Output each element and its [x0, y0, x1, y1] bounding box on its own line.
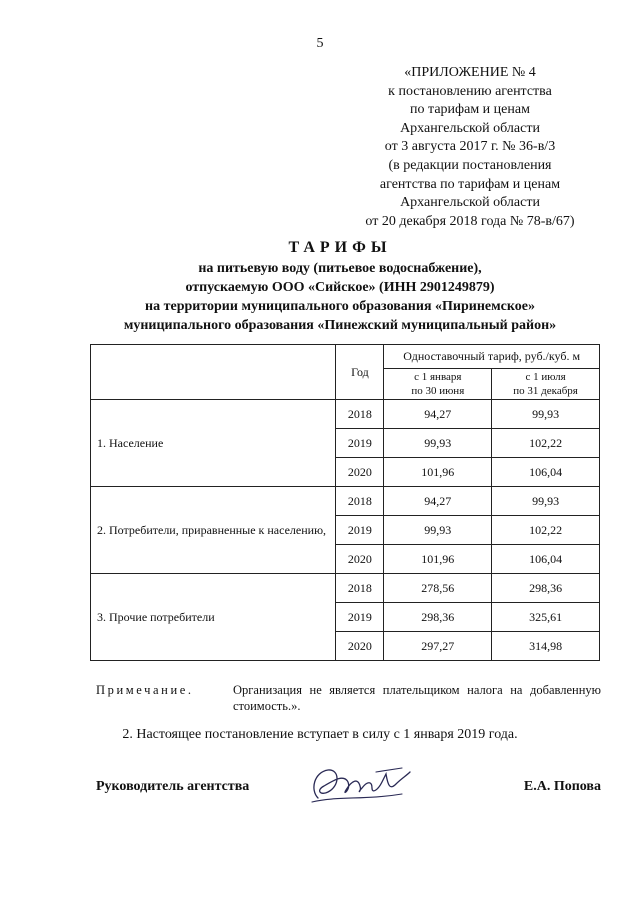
header-period-2: [492, 369, 600, 400]
appendix-line: от 20 декабря 2018 года № 78-в/67): [365, 213, 575, 229]
tariff-h2-cell: 99,93: [492, 400, 600, 429]
note-label: Примечание.: [96, 683, 194, 697]
header-tariff: Одноставочный тариф, руб./куб. м: [384, 345, 600, 369]
tariff-table: [90, 344, 600, 661]
category-population: 1. Население: [91, 400, 336, 487]
title-block: [60, 237, 620, 335]
table-row: [91, 487, 600, 516]
tariff-h2-cell: 106,04: [492, 545, 600, 574]
year-cell: 2018: [336, 400, 384, 429]
appendix-line: по тарифам и ценам: [410, 102, 530, 118]
period-1-end: по 30 июня: [411, 385, 465, 397]
tariff-h2-cell: 325,61: [492, 603, 600, 632]
tariff-h1-cell: 99,93: [384, 516, 492, 545]
appendix-line: от 3 августа 2017 г. № 36-в/3: [384, 139, 556, 155]
tariff-h1-cell: 278,56: [384, 574, 492, 603]
handwritten-signature: [306, 760, 416, 810]
year-cell: 2019: [336, 603, 384, 632]
tariff-h1-cell: 298,36: [384, 603, 492, 632]
appendix-line: Архангельской области: [400, 195, 540, 211]
tariff-h1-cell: 94,27: [384, 400, 492, 429]
year-cell: 2018: [336, 574, 384, 603]
note-text: Организация не является плательщиком налога на добавленную стоимость.».: [233, 683, 601, 713]
year-cell: 2019: [336, 516, 384, 545]
tariff-h2-cell: 99,93: [492, 487, 600, 516]
year-cell: 2020: [336, 458, 384, 487]
tariff-h1-cell: 99,93: [384, 429, 492, 458]
header-period-1: [384, 369, 492, 400]
tariff-h2-cell: 106,04: [492, 458, 600, 487]
table-row: [91, 400, 600, 429]
table-row: [91, 574, 600, 603]
tariff-h2-cell: 102,22: [492, 429, 600, 458]
tariff-h2-cell: 314,98: [492, 632, 600, 661]
appendix-line: агентства по тарифам и ценам: [379, 176, 561, 192]
category-equivalent: 2. Потребители, приравненные к населению,: [91, 487, 336, 574]
tariff-h1-cell: 297,27: [384, 632, 492, 661]
header-year: Год: [336, 345, 384, 400]
year-cell: 2020: [336, 632, 384, 661]
period-2-start: с 1 июля: [525, 371, 566, 383]
year-cell: 2019: [336, 429, 384, 458]
page-number: 5: [316, 36, 324, 51]
title-line: отпускаемую ООО «Сийское» (ИНН 2901249879): [185, 280, 495, 295]
appendix-line: «ПРИЛОЖЕНИЕ № 4: [404, 65, 536, 80]
appendix-block: [330, 64, 610, 231]
tariff-h2-cell: 102,22: [492, 516, 600, 545]
signer-title: Руководитель агентства: [96, 779, 250, 794]
tariff-h1-cell: 101,96: [384, 545, 492, 574]
table-header-empty: [91, 345, 336, 400]
appendix-line: Архангельской области: [400, 120, 540, 136]
year-cell: 2020: [336, 545, 384, 574]
tariff-h1-cell: 101,96: [384, 458, 492, 487]
tariff-h2-cell: 298,36: [492, 574, 600, 603]
title-line: муниципального образования «Пинежский муниципальный район»: [123, 318, 557, 333]
appendix-line: (в редакции постановления: [388, 157, 552, 173]
title-line: на питьевую воду (питьевое водоснабжение),: [198, 261, 482, 276]
title-line: на территории муниципального образования «Пиринемское»: [145, 299, 535, 314]
period-1-start: с 1 января: [414, 371, 462, 383]
tariff-h1-cell: 94,27: [384, 487, 492, 516]
period-2-end: по 31 декабря: [513, 385, 578, 397]
appendix-line: к постановлению агентства: [388, 83, 552, 99]
category-other: 3. Прочие потребители: [91, 574, 336, 661]
signer-name: Е.А. Попова: [523, 779, 601, 794]
year-cell: 2018: [336, 487, 384, 516]
effective-date-text: 2. Настоящее постановление вступает в силу с 1 января 2019 года.: [122, 727, 518, 742]
document-title: ТАРИФЫ: [288, 239, 392, 256]
